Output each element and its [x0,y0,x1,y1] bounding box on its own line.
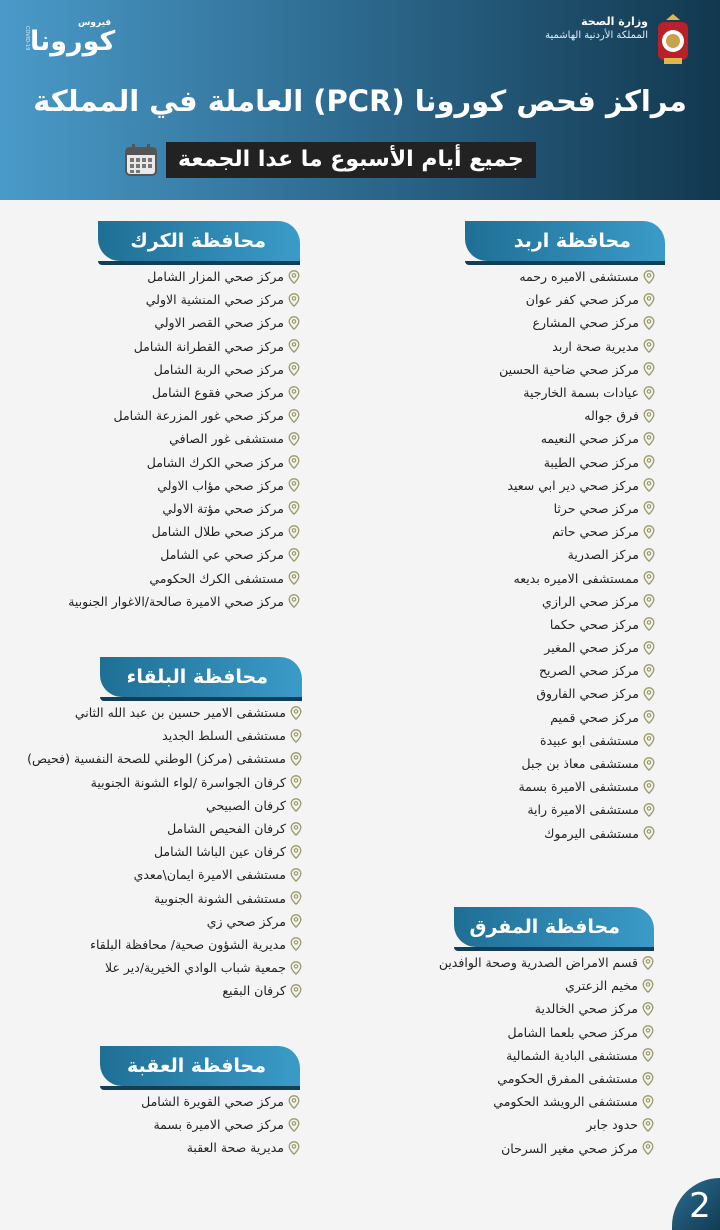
location-pin-icon [288,571,300,585]
list-item-label: مستشفى ابو عبيدة [540,732,639,748]
section-title-aqaba: محافظة العقبة [100,1046,300,1086]
section-mafraq [410,907,654,1160]
location-pin-icon [288,339,300,353]
location-pin-icon [290,798,302,812]
location-pin-icon [288,1095,300,1109]
section-title-mafraq: محافظة المفرق [454,907,654,947]
list-item-label: مستشفى الامير حسين بن عبد الله الثاني [74,705,286,721]
location-pin-icon [290,752,302,766]
list-item-label: كرفان الفحيص الشامل [167,821,286,837]
ministry-name: وزارة الصحة [581,15,648,28]
location-pin-icon [643,594,655,608]
page-title: مراكز فحص كورونا (PCR) العاملة في المملكة [33,84,687,118]
list-item [465,427,655,450]
location-pin-icon [288,293,300,307]
brand-vertical-text: COVID-19 [24,26,30,51]
list-item-label: مركز صحي الصريح [538,663,639,679]
list-item [18,747,302,770]
location-pin-icon [288,386,300,400]
list-item-label: مركز صحي الاميرة بسمة [153,1117,284,1133]
location-pin-icon [290,706,302,720]
location-pin-icon [643,687,655,701]
brand-big-text: كورونا [30,26,116,57]
list-item [465,451,655,474]
location-pin-icon [642,979,654,993]
list-item-label: مركز صحي حكما [549,616,639,632]
location-pin-icon [643,664,655,678]
location-pin-icon [288,594,300,608]
list-item-label: مركز الصدرية [567,547,639,563]
list-item [18,724,302,747]
location-pin-icon [290,822,302,836]
list-item [100,1090,300,1113]
list-item [18,794,302,817]
list-item-label: مستشفى السلط الجديد [162,728,286,744]
list-item-label: مركز صحي فقوع الشامل [151,385,284,401]
list-item-label: مركز صحي قميم [550,709,639,725]
location-pin-icon [290,891,302,905]
list-item-label: مركز صحي القويرة الشامل [141,1094,284,1110]
list-item [410,1021,654,1044]
list-item [40,427,300,450]
list-item [465,798,655,821]
location-pin-icon [643,501,655,515]
list-item-label: كرفان الجواسرة /لواء الشونة الجنوبية [90,774,286,790]
list-item [410,974,654,997]
list-item-label: جمعية شباب الوادي الخيرية/دير علا [104,960,286,976]
list-item [465,265,655,288]
list-item-label: مستشفى غور الصافي [169,431,284,447]
page-number-badge: 2 [672,1178,720,1230]
list-item [465,381,655,404]
subtitle-row [124,142,536,178]
list-item-label: كرفان البقيع [222,983,286,999]
location-pin-icon [288,548,300,562]
section-aqaba [100,1046,300,1160]
list-item-label: مركز صحي المشارع [532,315,639,331]
location-pin-icon [290,961,302,975]
list-item [40,335,300,358]
list-item [410,1137,654,1160]
location-pin-icon [288,432,300,446]
jordan-emblem-icon [652,12,694,66]
list-item-label: مستشفى المفرق الحكومي [497,1071,638,1087]
list-item-label: مستشفى الاميرة راية [527,802,639,818]
location-pin-icon [643,757,655,771]
list-item-label: مركز صحي القصر الاولي [154,315,284,331]
location-pin-icon [643,641,655,655]
location-pin-icon [642,1002,654,1016]
list-item [40,404,300,427]
list-item-label: مركز صحي النعيمه [540,431,639,447]
list-item [18,701,302,724]
list-item-label: مديرية صحة العقبة [186,1140,284,1156]
list-item [410,1067,654,1090]
location-pin-icon [288,455,300,469]
list-item [18,933,302,956]
location-pin-icon [643,803,655,817]
list-item [465,543,655,566]
location-pin-icon [642,1072,654,1086]
list-item-label: كرفان الصبيحي [206,797,286,813]
list-item [100,1136,300,1159]
location-pin-icon [643,339,655,353]
location-pin-icon [643,293,655,307]
list-item-label: مخيم الزعتري [565,978,638,994]
list-item-label: مركز صحي الربة الشامل [153,361,284,377]
list-item-label: مستشفى الاميره رحمه [519,269,639,285]
location-pin-icon [288,316,300,330]
list-item-label: قسم الامراض الصدرية وصحة الوافدين [438,955,638,971]
list-item-label: مستشفى الشونة الجنوبية [153,890,286,906]
list-item [18,840,302,863]
list-item [18,863,302,886]
page-subtitle: جميع أيام الأسبوع ما عدا الجمعة [166,142,536,178]
location-pin-icon [290,937,302,951]
location-pin-icon [643,617,655,631]
location-pin-icon [290,775,302,789]
list-item [410,997,654,1020]
location-pin-icon [288,525,300,539]
location-pin-icon [643,548,655,562]
list-item [465,520,655,543]
location-pin-icon [290,729,302,743]
location-pin-icon [643,826,655,840]
list-aqaba [100,1090,300,1160]
list-item-label: مركز صحي الخالدية [534,1001,638,1017]
list-item-label: مركز صحي الرازي [542,593,639,609]
list-item-label: مستشفى (مركز) الوطني للصحة النفسية (فحيص) [27,751,286,767]
list-item [40,451,300,474]
location-pin-icon [288,1118,300,1132]
list-item [100,1113,300,1136]
location-pin-icon [642,1025,654,1039]
list-item [18,956,302,979]
location-pin-icon [643,316,655,330]
location-pin-icon [642,956,654,970]
location-pin-icon [290,868,302,882]
location-pin-icon [643,362,655,376]
location-pin-icon [643,571,655,585]
list-item [40,311,300,334]
list-item-label: مديرية صحة اربد [552,338,639,354]
list-item [40,520,300,543]
list-item [40,381,300,404]
location-pin-icon [288,409,300,423]
list-item-label: مركز صحي حاتم [552,524,639,540]
location-pin-icon [290,914,302,928]
location-pin-icon [642,1141,654,1155]
section-irbid [465,221,665,845]
corona-logo [24,16,134,58]
list-item [40,590,300,613]
list-item [465,311,655,334]
list-item [18,979,302,1002]
location-pin-icon [290,845,302,859]
list-item-label: مركز صحي طلال الشامل [151,524,284,540]
list-item [465,682,655,705]
list-item [465,497,655,520]
list-item [465,706,655,729]
list-item-label: مركز صحي غور المزرعة الشامل [113,408,284,424]
list-item [465,636,655,659]
list-item-label: مركز صحي الطيبة [543,454,639,470]
location-pin-icon [643,455,655,469]
list-item-label: مستشفى الرويشد الحكومي [493,1094,638,1110]
list-item-label: مركز صحي الكرك الشامل [146,454,284,470]
list-karak [40,265,300,613]
list-item [410,1113,654,1136]
section-title-irbid: محافظة اربد [465,221,665,261]
list-item [465,659,655,682]
location-pin-icon [642,1048,654,1062]
list-item [18,910,302,933]
list-item-label: مركز صحي مغير السرحان [501,1140,638,1156]
section-balqa [18,657,302,1002]
list-item [465,566,655,589]
list-item-label: مركز صحي عي الشامل [160,547,284,563]
list-item [465,358,655,381]
list-item [18,771,302,794]
list-item-label: مركز صحي المغير [544,640,639,656]
list-item-label: مستشفى البادية الشمالية [506,1047,638,1063]
list-item-label: مركز صحي بلعما الشامل [507,1024,638,1040]
header-banner [0,0,720,200]
list-item [465,335,655,358]
list-item [465,775,655,798]
location-pin-icon [643,780,655,794]
list-mafraq [410,951,654,1160]
location-pin-icon [288,270,300,284]
list-item-label: مستشفى الكرك الحكومي [149,570,284,586]
list-item-label: مركز صحي ضاحية الحسين [499,361,639,377]
list-item-label: مستشفى معاذ بن جبل [521,756,639,772]
list-balqa [18,701,302,1002]
calendar-icon [124,143,158,177]
list-item-label: مركز صحي القطرانة الشامل [133,338,284,354]
list-item-label: ممستشفى الاميره بديعه [513,570,639,586]
list-item [410,1090,654,1113]
list-item [40,265,300,288]
location-pin-icon [643,525,655,539]
list-item-label: مركز صحي زي [206,913,286,929]
location-pin-icon [642,1095,654,1109]
location-pin-icon [643,270,655,284]
location-pin-icon [643,386,655,400]
list-item-label: مركز صحي كفر عوان [525,292,639,308]
ministry-label [545,14,648,43]
list-item-label: مركز صحي مؤاب الاولي [157,477,284,493]
section-title-karak: محافظة الكرك [98,221,300,261]
list-item-label: مركز صحي مؤتة الاولي [162,500,284,516]
brand-small-text: فيروس [78,18,112,28]
location-pin-icon [643,710,655,724]
list-item-label: مركز صحي حرثا [553,500,639,516]
list-item-label: مديرية الشؤون صحية/ محافظة البلقاء [90,936,286,952]
section-title-balqa: محافظة البلقاء [100,657,302,697]
list-item-label: مركز صحي المزار الشامل [147,269,284,285]
location-pin-icon [642,1118,654,1132]
list-item-label: مستشفى اليرموك [544,825,639,841]
list-item-label: مركز صحي الاميرة صالحة/الاغوار الجنوبية [68,593,284,609]
list-item [465,288,655,311]
kingdom-name: المملكة الأردنية الهاشمية [545,30,648,41]
list-item [465,590,655,613]
location-pin-icon [643,478,655,492]
list-item-label: مستشفى الاميرة بسمة [518,779,639,795]
list-item [465,613,655,636]
list-item [465,822,655,845]
location-pin-icon [288,478,300,492]
list-irbid [465,265,655,845]
list-item [40,543,300,566]
list-item-label: مستشفى الاميرة ايمان\معدي [133,867,286,883]
list-item [40,566,300,589]
list-item [465,404,655,427]
list-item [18,887,302,910]
list-item-label: حدود جابر [586,1117,638,1133]
location-pin-icon [643,409,655,423]
location-pin-icon [643,432,655,446]
list-item [40,497,300,520]
list-item-label: فرق جواله [584,408,639,424]
section-karak [40,221,300,613]
list-item [40,288,300,311]
list-item [40,474,300,497]
list-item-label: كرفان عين الباشا الشامل [153,844,286,860]
list-item [465,752,655,775]
list-item-label: مركز صحي دير ابي سعيد [507,477,639,493]
list-item [465,474,655,497]
location-pin-icon [643,733,655,747]
location-pin-icon [290,984,302,998]
list-item [18,817,302,840]
list-item [40,358,300,381]
location-pin-icon [288,362,300,376]
list-item-label: عيادات بسمة الخارجية [523,385,639,401]
list-item-label: مركز صحي المنشية الاولي [145,292,284,308]
location-pin-icon [288,501,300,515]
list-item-label: مركز صحي الفاروق [536,686,639,702]
location-pin-icon [288,1141,300,1155]
list-item [410,951,654,974]
list-item [465,729,655,752]
list-item [410,1044,654,1067]
